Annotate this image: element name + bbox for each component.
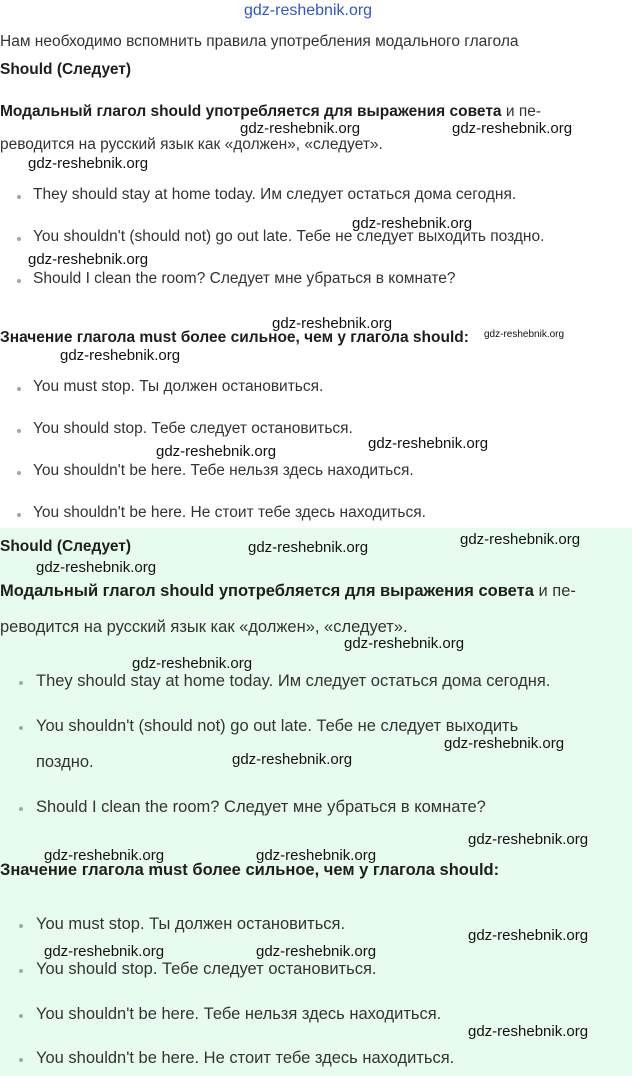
bullet-dot [19, 1014, 23, 1018]
bullet-dot [19, 969, 23, 973]
watermark: gdz-reshebnik.org [484, 329, 565, 340]
section1-must-example-2: You should stop. Тебе следует остановиться. [33, 420, 353, 437]
watermark: gdz-reshebnik.org [156, 443, 277, 460]
section2-must-example-3: You shouldn't be here. Тебе нельзя здесь находиться. [36, 1005, 442, 1023]
section1-rule-rest: и пе- [501, 103, 541, 120]
section1-title: Should (Следует) [0, 61, 132, 78]
watermark: gdz-reshebnik.org [28, 155, 149, 172]
section2-rule-rest: и пе- [533, 582, 576, 600]
bullet-dot [19, 726, 23, 730]
watermark: gdz-reshebnik.org [240, 120, 361, 137]
watermark: gdz-reshebnik.org [132, 655, 253, 672]
section1-example-3: Should I clean the room? Следует мне убраться в комнате? [33, 270, 456, 287]
bullet-dot [17, 471, 21, 475]
watermark: gdz-reshebnik.org [468, 831, 589, 848]
section1-must-example-4: You shouldn't be here. Не стоит тебе здесь находиться. [33, 504, 426, 521]
bullet-dot [19, 681, 23, 685]
watermark: gdz-reshebnik.org [232, 751, 353, 768]
watermark: gdz-reshebnik.org [352, 215, 473, 232]
watermark: gdz-reshebnik.org [248, 539, 369, 556]
section2-example-2: You shouldn't (should not) go out late. Тебе не следует выходить [36, 717, 519, 735]
bullet-dot [17, 237, 21, 241]
section2-title: Should (Следует) [0, 538, 132, 555]
section1-rule-line2: реводится на русский язык как «должен», «следует». [0, 136, 383, 153]
section2-rule-line1 [0, 582, 576, 601]
section2-rule-bold: Модальный глагол should употребляется для выражения совета [0, 582, 534, 600]
watermark: gdz-reshebnik.org [44, 847, 165, 864]
bullet-dot [19, 924, 23, 928]
watermark: gdz-reshebnik.org [60, 347, 181, 364]
watermark: gdz-reshebnik.org [368, 435, 489, 452]
bullet-dot [17, 195, 21, 199]
section2-example-3: Should I clean the room? Следует мне убраться в комнате? [36, 798, 486, 816]
section1-must-example-1: You must stop. Ты должен остановиться. [33, 378, 324, 395]
section1-example-1: They should stay at home today. Им следует остаться дома сегодня. [33, 186, 517, 203]
bullet-dot [19, 807, 23, 811]
bullet-dot [17, 387, 21, 391]
section2-must-example-2: You should stop. Тебе следует остановиться. [36, 960, 377, 978]
watermark: gdz-reshebnik.org [460, 531, 581, 548]
watermark: gdz-reshebnik.org [44, 943, 165, 960]
bullet-dot [17, 513, 21, 517]
section1-must-title: Значение глагола must более сильное, чем у глагола should: [0, 329, 469, 346]
watermark: gdz-reshebnik.org [452, 120, 573, 137]
section2-example-2-cont: поздно. [36, 753, 94, 771]
watermark: gdz-reshebnik.org [36, 559, 157, 576]
watermark: gdz-reshebnik.org [272, 315, 393, 332]
watermark: gdz-reshebnik.org [468, 927, 589, 944]
bullet-dot [17, 429, 21, 433]
section2-must-title: Значение глагола must более сильное, чем у глагола should: [0, 861, 500, 879]
section1-must-example-3: You shouldn't be here. Тебе нельзя здесь находиться. [33, 462, 414, 479]
watermark: gdz-reshebnik.org [468, 1023, 589, 1040]
section2-must-example-4: You shouldn't be here. Не стоит тебе здесь находиться. [36, 1049, 455, 1067]
watermark: gdz-reshebnik.org [28, 251, 149, 268]
watermark: gdz-reshebnik.org [256, 847, 377, 864]
watermark: gdz-reshebnik.org [344, 635, 465, 652]
section1-example-2: You shouldn't (should not) go out late. Тебе не следует выходить поздно. [33, 228, 545, 245]
bullet-dot [17, 279, 21, 283]
header-watermark: gdz-reshebnik.org [244, 2, 373, 19]
section1-rule-line1 [0, 103, 541, 121]
section2-rule-line2: реводится на русский язык как «должен», «следует». [0, 618, 408, 636]
bullet-dot [19, 1058, 23, 1062]
watermark: gdz-reshebnik.org [444, 735, 565, 752]
section2-must-example-1: You must stop. Ты должен остановиться. [36, 915, 346, 933]
section2-example-1: They should stay at home today. Им следует остаться дома сегодня. [36, 672, 551, 690]
section1-rule-bold: Модальный глагол should употребляется для выражения совета [0, 103, 502, 120]
watermark: gdz-reshebnik.org [256, 943, 377, 960]
intro-text: Нам необходимо вспомнить правила употребления модального глагола [0, 33, 519, 50]
